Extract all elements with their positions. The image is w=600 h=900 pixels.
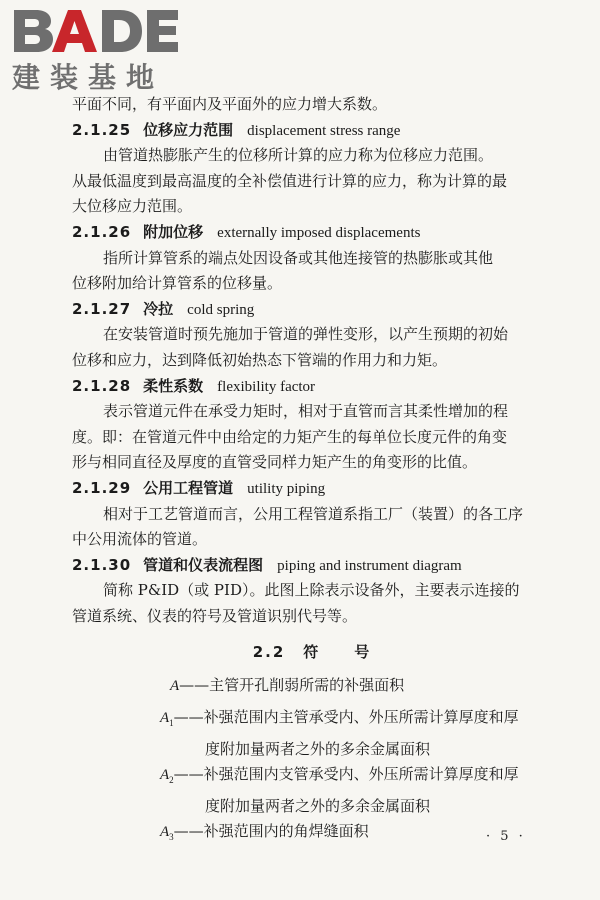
document-body [72,92,552,851]
term-number: 2.1.27 [72,299,132,318]
term-heading [72,297,552,323]
section-title-part: 号 [354,643,372,662]
term-heading [72,476,552,502]
symbol-dash: —— [173,822,204,841]
bade-logo [10,6,180,92]
paragraph-line: 平面不同，有平面内及平面外的应力增大系数。 [72,95,388,113]
term-chinese: 位移应力范围 [143,120,234,139]
term-chinese: 冷拉 [143,299,174,318]
symbol: $A_1$ [160,710,174,729]
symbol: A [170,678,180,695]
symbol-definition [72,762,552,794]
term-english: cold spring [187,301,255,318]
paragraph-line: 在安装管道时预先施加于管道的弹性变形，以产生预期的初始 [103,325,509,344]
paragraph-line: 从最低温度到最高温度的全补偿值进行计算的应力，称为计算的最 [72,171,508,190]
term-chinese: 附加位移 [143,222,204,241]
term-heading [72,374,552,400]
paragraph-line: 度。即：在管道元件中由给定的力矩产生的每单位长度元件的角变 [72,427,508,446]
paragraph-line: 中公用流体的管道。 [72,530,208,549]
term-chinese: 公用工程管道 [143,478,234,497]
symbol-text-continuation: 度附加量两者之外的多余金属面积 [205,796,431,815]
symbol-text: 补强范围内支管承受内、外压所需计算厚度和厚 [203,765,519,784]
paragraph-line: 大位移应力范围。 [72,197,193,216]
term-heading [72,220,552,246]
symbol-dash: —— [179,676,210,695]
term-chinese: 管道和仪表流程图 [143,555,264,574]
paragraph-line: 由管道热膨胀产生的位移所计算的应力称为位移应力范围。 [103,146,494,165]
symbol-text: 补强范围内的角焊缝面积 [203,822,369,841]
term-number: 2.1.29 [72,478,132,497]
term-number: 2.1.25 [72,120,132,139]
symbol-definition [72,705,552,737]
symbol-definition [72,819,552,851]
symbol-dash: —— [173,765,204,784]
symbol: $A_3$ [160,824,174,843]
term-number: 2.1.26 [72,222,132,241]
paragraph-line: 表示管道元件在承受力矩时，相对于直管而言其柔性增加的程 [103,402,509,421]
paragraph-line: 位移和应力，达到降低初始热态下管端的作用力和力矩。 [72,350,448,369]
paragraph-line: 简称 P&ID（或 PID）。此图上除表示设备外，主要表示连接的 [103,581,520,600]
term-english: displacement stress range [247,122,401,139]
term-english: utility piping [247,480,326,497]
term-english: externally imposed displacements [217,224,421,241]
symbol: $A_2$ [160,767,174,786]
term-chinese: 柔性系数 [143,376,204,395]
term-english: flexibility factor [217,378,316,395]
term-heading [72,553,552,579]
symbol-text: 补强范围内主管承受内、外压所需计算厚度和厚 [203,708,519,727]
term-heading [72,118,552,144]
symbol-text-continuation: 度附加量两者之外的多余金属面积 [205,739,431,758]
paragraph-line: 相对于工艺管道而言，公用工程管道系指工厂（装置）的各工序 [103,504,524,523]
paragraph-line: 指所计算管系的端点处因设备或其他连接管的热膨胀或其他 [103,248,494,267]
term-number: 2.1.30 [72,555,132,574]
paragraph-line: 位移附加给计算管系的位移量。 [72,274,283,293]
page-number: · 5 · [486,829,526,844]
paragraph-line: 管道系统、仪表的符号及管道识别代号等。 [72,606,358,625]
term-english: piping and instrument diagram [277,557,462,574]
bade-logo-mark [10,6,180,56]
logo-subtitle: 建装基地 [12,61,165,94]
symbol-definition [72,673,552,705]
term-number: 2.1.28 [72,376,132,395]
symbol-dash: —— [173,708,204,727]
paragraph-line: 形与相同直径及厚度的直管受同样力矩产生的角变形的比值。 [72,453,478,472]
section-number: 2.2 [252,643,286,662]
section-title-part: 符 [303,643,321,662]
symbol-text: 主管开孔削弱所需的补强面积 [209,676,405,695]
section-heading [72,639,552,665]
